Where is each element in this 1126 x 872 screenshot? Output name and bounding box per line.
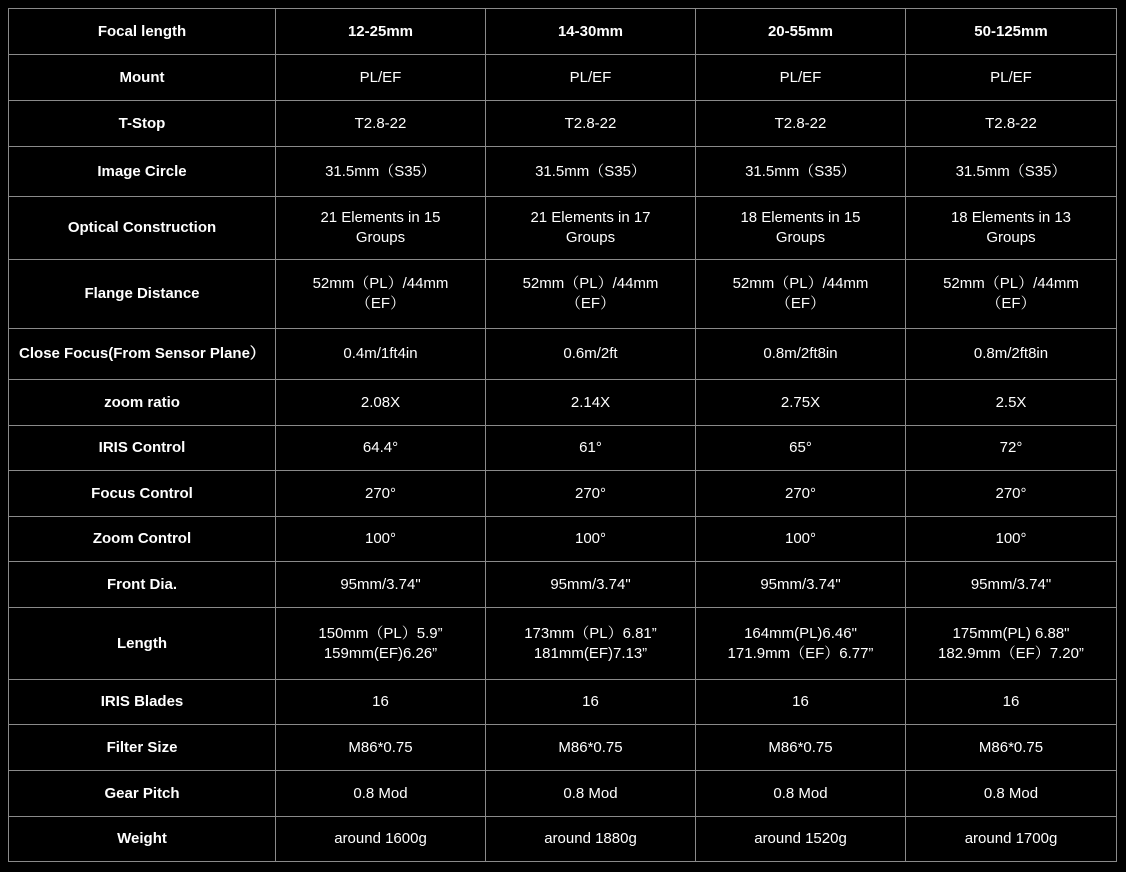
spec-value: [696, 680, 906, 725]
spec-value-line: 61°: [579, 439, 602, 456]
spec-value: [486, 517, 696, 562]
spec-value-line: 16: [1002, 693, 1020, 710]
spec-value-line: T2.8-22: [774, 114, 827, 132]
spec-value-line: 16: [372, 693, 389, 710]
spec-value: [276, 197, 486, 260]
spec-value: [486, 147, 696, 197]
model-header: 50-125mm: [906, 9, 1117, 55]
spec-value: [696, 725, 906, 771]
spec-label: Front Dia.: [9, 562, 276, 608]
spec-row: [9, 380, 1117, 426]
model-header: 14-30mm: [486, 9, 696, 55]
spec-row: [9, 147, 1117, 197]
spec-row: [9, 260, 1117, 329]
header-label: Focal length: [9, 9, 276, 55]
spec-value-line: 175mm(PL) 6.88": [952, 624, 1070, 642]
spec-value-line: 2.5X: [995, 393, 1027, 411]
spec-value-line: 0.8 Mod: [773, 784, 828, 802]
spec-value: [906, 329, 1117, 380]
spec-value-line: 100°: [995, 530, 1027, 547]
lens-spec-table: [8, 8, 1117, 862]
spec-value: [486, 101, 696, 147]
spec-value-line: 159mm(EF)6.26”: [323, 644, 438, 662]
spec-value: [486, 771, 696, 817]
model-header: 20-55mm: [696, 9, 906, 55]
spec-value-line: M86*0.75: [768, 738, 833, 756]
spec-label: Zoom Control: [9, 517, 276, 562]
spec-value-line: 2.75X: [780, 393, 821, 411]
spec-value: [906, 260, 1117, 329]
spec-value-line: 31.5mm（S35）: [745, 162, 856, 180]
spec-value: [276, 608, 486, 680]
spec-value: [906, 562, 1117, 608]
model-header: 12-25mm: [276, 9, 486, 55]
spec-value-line: 52mm（PL）/44mm: [312, 275, 449, 292]
spec-label: Flange Distance: [9, 260, 276, 329]
spec-value: [486, 260, 696, 329]
spec-value-line: 95mm/3.74": [550, 575, 631, 593]
spec-value-line: 2.14X: [570, 393, 611, 411]
spec-value: [696, 426, 906, 471]
spec-value-line: T2.8-22: [354, 114, 407, 132]
spec-value-line: （EF）: [986, 295, 1036, 312]
spec-label: Filter Size: [9, 725, 276, 771]
spec-value-line: 64.4°: [362, 439, 399, 456]
spec-value-line: 150mm（PL）5.9”: [318, 624, 443, 642]
spec-value-line: （EF）: [355, 295, 406, 312]
spec-value: [486, 426, 696, 471]
spec-value-line: T2.8-22: [985, 114, 1037, 132]
spec-value: [276, 55, 486, 101]
spec-value-line: 100°: [574, 530, 607, 547]
spec-value-line: around 1600g: [334, 830, 427, 847]
spec-value: [696, 260, 906, 329]
spec-value: [276, 329, 486, 380]
spec-value: [486, 380, 696, 426]
spec-value: [696, 55, 906, 101]
spec-row: [9, 817, 1117, 862]
spec-value-line: around 1700g: [964, 830, 1058, 847]
spec-label: IRIS Control: [9, 426, 276, 471]
header-row: [9, 9, 1117, 55]
spec-value: [276, 426, 486, 471]
spec-label: Image Circle: [9, 147, 276, 197]
spec-value-line: 52mm（PL）/44mm: [943, 275, 1079, 292]
spec-value-line: Groups: [565, 229, 616, 246]
spec-label: Weight: [9, 817, 276, 862]
spec-value: [486, 608, 696, 680]
spec-table-body: [9, 9, 1117, 862]
spec-value-line: 65°: [789, 439, 812, 456]
spec-value: [906, 817, 1117, 862]
spec-value: [696, 380, 906, 426]
spec-value: [906, 380, 1117, 426]
spec-value-line: 72°: [999, 439, 1023, 456]
spec-value-line: 270°: [995, 484, 1027, 502]
spec-value-line: （EF）: [775, 295, 826, 312]
spec-value-line: 0.8 Mod: [563, 784, 618, 802]
spec-label: Focus Control: [9, 471, 276, 517]
spec-value-line: 52mm（PL）/44mm: [732, 275, 869, 292]
spec-row: [9, 608, 1117, 680]
spec-value: [276, 562, 486, 608]
spec-value-line: 173mm（PL）6.81”: [524, 624, 657, 642]
spec-value-line: 0.6m/2ft: [563, 345, 618, 362]
spec-value-line: 0.4m/1ft4in: [343, 345, 418, 362]
spec-value-line: 0.8m/2ft8in: [973, 345, 1049, 362]
spec-value: [486, 329, 696, 380]
spec-value-line: 0.8 Mod: [353, 784, 408, 802]
spec-value-line: 95mm/3.74": [760, 575, 841, 593]
spec-value-line: 16: [792, 693, 809, 710]
spec-value: [906, 608, 1117, 680]
spec-value: [906, 197, 1117, 260]
spec-value-line: 16: [582, 693, 599, 710]
spec-value: [486, 55, 696, 101]
spec-value: [696, 471, 906, 517]
spec-value-line: 31.5mm（S35）: [325, 162, 436, 180]
spec-value-line: 270°: [364, 484, 397, 502]
spec-value: [276, 817, 486, 862]
spec-label: Close Focus(From Sensor Plane）: [9, 329, 276, 380]
spec-value: [906, 725, 1117, 771]
spec-value-line: 2.08X: [360, 393, 401, 411]
spec-value-line: M86*0.75: [348, 738, 413, 756]
spec-value-line: 0.8 Mod: [983, 784, 1039, 802]
spec-value: [486, 562, 696, 608]
spec-value-line: 100°: [784, 530, 817, 547]
spec-value: [906, 55, 1117, 101]
spec-value: [486, 471, 696, 517]
spec-row: [9, 426, 1117, 471]
spec-value: [696, 197, 906, 260]
spec-value-line: 95mm/3.74": [340, 575, 421, 593]
spec-row: [9, 771, 1117, 817]
spec-value: [906, 517, 1117, 562]
spec-value-line: around 1880g: [544, 830, 637, 847]
spec-value-line: 52mm（PL）/44mm: [522, 275, 659, 292]
spec-value-line: 31.5mm（S35）: [955, 162, 1067, 180]
spec-value-line: 18 Elements in 13: [950, 209, 1072, 226]
spec-value: [276, 771, 486, 817]
spec-row: [9, 471, 1117, 517]
spec-value: [276, 471, 486, 517]
spec-value: [906, 680, 1117, 725]
spec-value: [906, 101, 1117, 147]
spec-row: [9, 101, 1117, 147]
spec-value-line: 0.8m/2ft8in: [763, 345, 838, 362]
spec-value-line: 18 Elements in 15: [740, 209, 861, 226]
spec-value: [906, 426, 1117, 471]
spec-value: [486, 817, 696, 862]
spec-value: [276, 680, 486, 725]
spec-value: [696, 329, 906, 380]
spec-value: [696, 771, 906, 817]
spec-value-line: 270°: [574, 484, 607, 502]
spec-label: Mount: [9, 55, 276, 101]
spec-value-line: 21 Elements in 15: [320, 209, 441, 226]
spec-label: IRIS Blades: [9, 680, 276, 725]
spec-row: [9, 680, 1117, 725]
spec-value: [276, 147, 486, 197]
spec-row: [9, 517, 1117, 562]
spec-value: [696, 562, 906, 608]
spec-row: [9, 329, 1117, 380]
spec-value: [906, 471, 1117, 517]
spec-value-line: 95mm/3.74": [970, 575, 1052, 593]
spec-value-line: 164mm(PL)6.46": [744, 624, 857, 642]
spec-value-line: PL/EF: [359, 68, 402, 86]
spec-value-line: 181mm(EF)7.13”: [533, 644, 648, 662]
spec-value-line: Groups: [986, 229, 1036, 246]
spec-row: [9, 725, 1117, 771]
spec-value-line: PL/EF: [779, 68, 822, 86]
spec-value-line: 100°: [364, 530, 397, 547]
spec-label: T-Stop: [9, 101, 276, 147]
spec-row: [9, 55, 1117, 101]
spec-row: [9, 562, 1117, 608]
spec-value: [696, 608, 906, 680]
spec-label: Optical Construction: [9, 197, 276, 260]
spec-value: [276, 380, 486, 426]
spec-value: [276, 517, 486, 562]
spec-value-line: Groups: [775, 229, 826, 246]
spec-value: [486, 197, 696, 260]
spec-value-line: M86*0.75: [978, 738, 1044, 756]
spec-value-line: 31.5mm（S35）: [535, 162, 646, 180]
spec-value-line: 270°: [784, 484, 817, 502]
spec-label: Gear Pitch: [9, 771, 276, 817]
spec-row: [9, 197, 1117, 260]
spec-value: [276, 101, 486, 147]
spec-value: [696, 517, 906, 562]
spec-value: [696, 817, 906, 862]
spec-value: [906, 147, 1117, 197]
spec-value: [906, 771, 1117, 817]
spec-value: [276, 725, 486, 771]
spec-value-line: around 1520g: [754, 830, 847, 847]
spec-value-line: M86*0.75: [558, 738, 623, 756]
spec-value: [486, 680, 696, 725]
spec-value-line: T2.8-22: [564, 114, 617, 132]
spec-value-line: 182.9mm（EF）7.20”: [938, 644, 1084, 662]
spec-value-line: Groups: [355, 229, 406, 246]
spec-value-line: PL/EF: [990, 68, 1032, 86]
spec-value-line: 171.9mm（EF）6.77”: [727, 644, 874, 662]
spec-value-line: 21 Elements in 17: [530, 209, 651, 226]
spec-value: [696, 101, 906, 147]
spec-value-line: （EF）: [565, 295, 616, 312]
spec-value: [276, 260, 486, 329]
spec-value: [486, 725, 696, 771]
spec-value-line: PL/EF: [569, 68, 612, 86]
spec-value: [696, 147, 906, 197]
spec-label: zoom ratio: [9, 380, 276, 426]
spec-label: Length: [9, 608, 276, 680]
